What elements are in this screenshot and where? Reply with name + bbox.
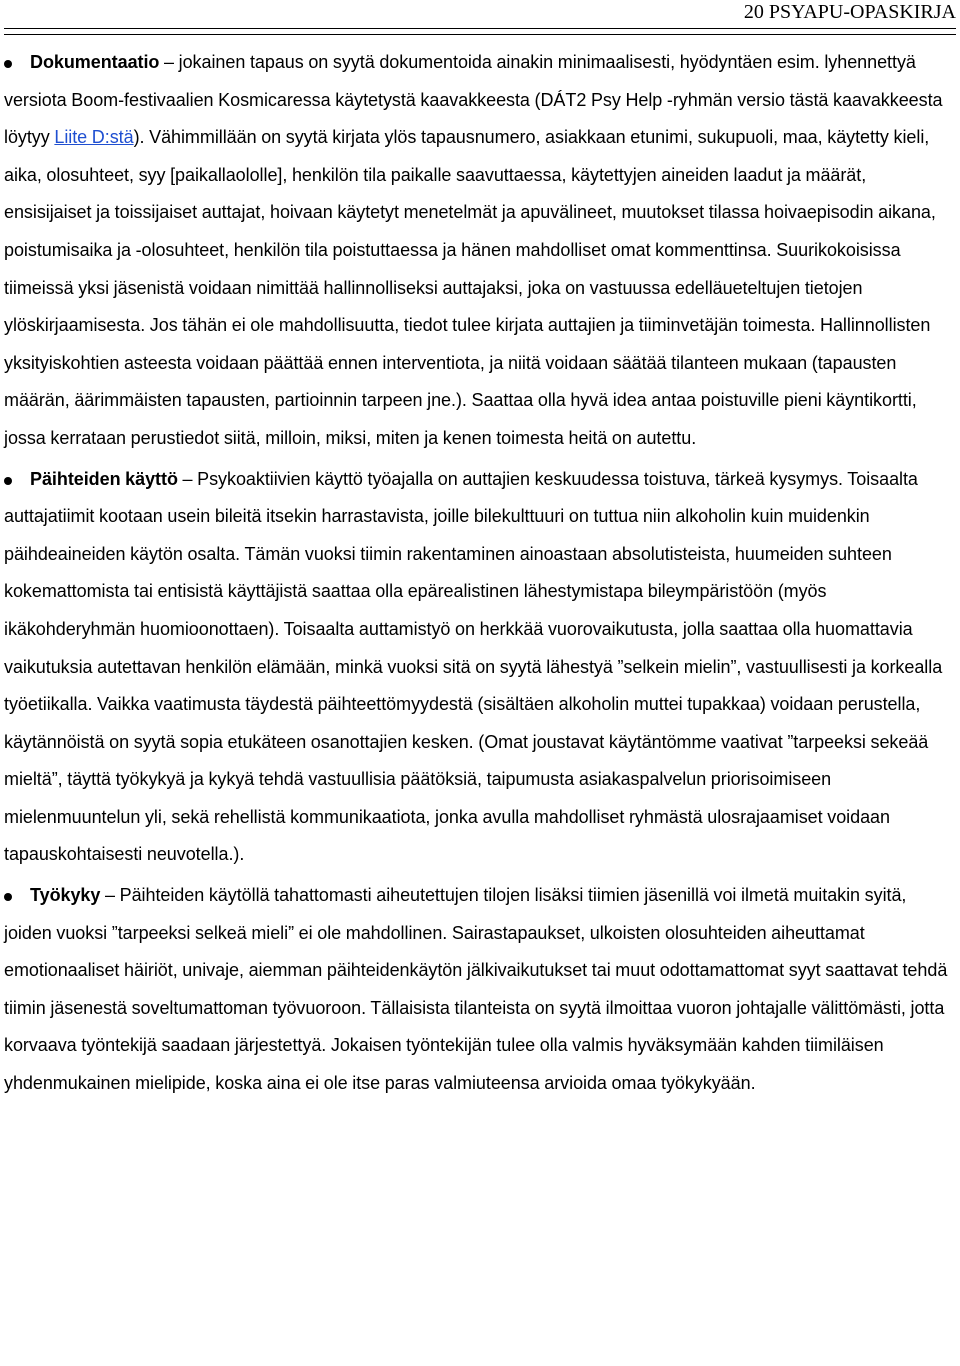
item-term: Päihteiden käyttö [30, 468, 178, 489]
list-item-work-ability [4, 877, 956, 1103]
page-header: 20 PSYAPU-OPASKIRJA [743, 1, 956, 23]
item-text: – Psykoaktiivien käyttö työajalla on auttajien keskuudessa toistuva, tärkeä kysymys. Toisaalta auttajatiimit kootaan usein bileitä itsekin harrastavista, joille bilekulttuuri on tuttua niin alkoholin kuin muidenkin päihdeaineiden käytön osalta. Tämän vuoksi tiimin rakentaminen ainoastaan absolutisteista, huumeiden suhteen kokemattomista tai entisistä käyttäjistä saattaa olla epärealistinen lähestymistapa bileympäristöön (myös ikäkohderyhmän huomioonottaen). Toisaalta auttamistyö on herkkää vuorovaikutusta, jolla saattaa olla huomattavia vaikutuksia autettavan henkilön elämään, minkä vuoksi sitä on syytä lähestyä ”selkein mielin”, vastuullisesti ja korkealla työetiikalla. Vaikka vaatimusta täydestä päihteettömyydestä (sisältäen alkoholin muttei tupakkaa) voidaan perustella, käytännöistä on syytä sopia etukäteen osanottajien kesken. (Omat joustavat käytäntömme vaativat ”tarpeeksi sekeää mieltä”, täyttä työkykyä ja kykyä tehdä vastuullisia päätöksiä, taipumusta asiakaspalvelun priorisoimiseen mielenmuuntelun yli, sekä rehellistä kommunikaatiota, jonka avulla mahdolliset ryhmästä ulosrajaamiset voidaan tapauskohtaisesti neuvotella.). [4, 468, 943, 865]
item-term: Dokumentaatio [30, 52, 160, 72]
document-body [4, 44, 956, 1103]
item-text: – jokainen tapaus on syytä dokumentoida ainakin minimaalisesti, hyödyntäen esim. lyhennettyä versiota Boom-festivaalien Kosmicaressa käytetystä kaavakkeesta (DÁT2 Psy Help -ryhmän versio tästä kaavakkeesta löytyy [4, 52, 943, 148]
list-item-documentation [4, 44, 956, 458]
item-text: ). Vähimmillään on syytä kirjata ylös tapausnumero, asiakkaan etunimi, sukupuoli, maa, käytetty kieli, aika, olosuhteet, syy [paikallaololle], henkilön tila paikalle saavuttaessa, käytettyjen aineiden laadut ja määrät, ensisijaiset ja toissijaiset auttajat, hoivaan käytetyt menetelmät ja apuvälineet, muutokset tilassa hoivaepisodin aikana, poistumisaika ja -olosuhteet, henkilön tila poistuttaessa ja hänen mahdolliset omat kommenttinsa. Suurikokoisissa tiimeissä yksi jäsenistä voidaan nimittää hallinnolliseksi auttajaksi, joka on vastuussa edelläueteltujen tietojen ylöskirjaamisesta. Jos tähän ei ole mahdollisuutta, tiedot tulee kirjata auttajien ja tiiminvetäjän toimesta. Hallinnollisten yksityiskohtien asteesta voidaan päättää ennen interventiota, ja niitä voidaan säätää tilanteen mukaan (tapausten määrän, äärimmäisten tapausten, partioinnin tarpeen jne.). Saattaa olla hyvä idea antaa poistuville pieni käyntikortti, jossa kerrataan perustiedot siitä, milloin, miksi, miten ja kenen toimesta heitä on autettu. [4, 127, 936, 448]
item-term: Työkyky [30, 885, 101, 906]
header-rule [4, 28, 956, 35]
appendix-d-link[interactable]: Liite D:stä [54, 127, 134, 148]
list-item-substance-use [4, 461, 956, 875]
item-text: – Päihteiden käytöllä tahattomasti aiheutettujen tilojen lisäksi tiimien jäsenillä voi ilmetä muitakin syitä, joiden vuoksi ”tarpeeksi selkeä mieli” ei ole mahdollinen. Sairastapaukset, ulkoisten olosuhteiden aiheuttamat emotionaaliset häiriöt, univaje, aiemman päihteidenkäytön jälkivaikutukset tai muut odottamattomat syyt saattavat tehdä tiimin jäsenestä soveltumattoman työvuoroon. Tällaisista tilanteista on syytä ilmoittaa vuoron johtajalle välittömästi, jotta korvaava työntekijä saadaan järjestettyä. Jokaisen työntekijän tulee olla valmis hyväksymään kahden tiimiläisen yhdenmukainen mielipide, koska aina ei ole itse paras valmiuteensa arvioida omaa työkykyään. [4, 885, 948, 1094]
